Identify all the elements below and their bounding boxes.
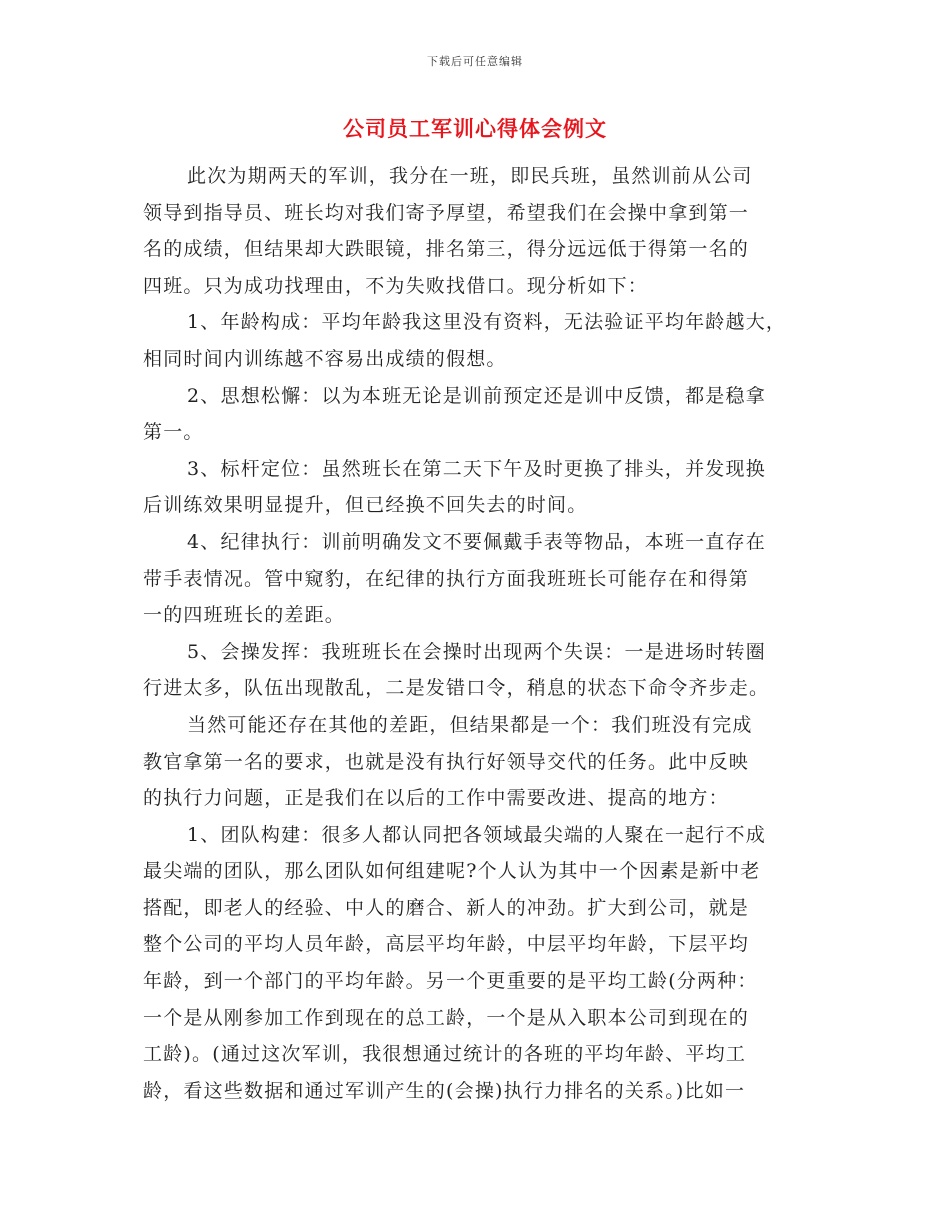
text-line: 1、年龄构成：平均年龄我这里没有资料，无法验证平均年龄越大，	[187, 311, 787, 334]
text-line: 行进太多，队伍出现散乱，二是发错口令，稍息的状态下命令齐步走。	[143, 677, 770, 700]
text-line: 一个是从刚参加工作到现在的总工龄，一个是从入职本公司到现在的	[143, 1006, 750, 1029]
text-line: 4、纪律执行：训前明确发文不要佩戴手表等物品，本班一直存在	[187, 530, 766, 553]
text-line: 最尖端的团队，那么团队如何组建呢?个人认为其中一个因素是新中老	[143, 860, 761, 883]
text-line: 一的四班班长的差距。	[143, 604, 346, 627]
text-line: 四班。只为成功找理由，不为失败找借口。现分析如下：	[143, 274, 649, 297]
text-line: 教官拿第一名的要求，也就是没有执行好领导交代的任务。此中反映	[143, 750, 750, 773]
text-line: 后训练效果明显提升，但已经换不回失去的时间。	[143, 494, 588, 517]
text-line: 此次为期两天的军训，我分在一班，即民兵班，虽然训前从公司	[187, 165, 753, 187]
text-line: 当然可能还存在其他的差距，但结果都是一个：我们班没有完成	[187, 713, 753, 736]
text-line: 名的成绩，但结果却大跌眼镜，排名第三，得分远远低于得第一名的	[143, 238, 750, 261]
text-line: 相同时间内训练越不容易出成绩的假想。	[143, 347, 507, 370]
text-line: 第一。	[143, 421, 204, 444]
text-line: 的执行力问题，正是我们在以后的工作中需要改进、提高的地方：	[143, 787, 729, 810]
text-line: 工龄)。(通过这次军训，我很想通过统计的各班的平均年龄、平均工	[143, 1043, 747, 1066]
document-title: 公司员工军训心得体会例文	[343, 117, 607, 141]
text-line: 龄，看这些数据和通过军训产生的(会操)执行力排名的关系。)比如一	[143, 1079, 746, 1102]
page-header: 下载后可任意编辑	[427, 55, 523, 68]
text-line: 2、思想松懈：以为本班无论是训前预定还是训中反馈，都是稳拿	[187, 384, 766, 407]
text-line: 整个公司的平均人员年龄，高层平均年龄，中层平均年龄，下层平均	[143, 933, 750, 956]
text-line: 带手表情况。管中窥豹，在纪律的执行方面我班班长可能存在和得第	[143, 567, 750, 590]
text-line: 年龄，到一个部门的平均年龄。另一个更重要的是平均工龄(分两种：	[143, 970, 758, 993]
text-line: 5、会操发挥：我班班长在会操时出现两个失误：一是进场时转圈	[187, 640, 766, 663]
text-line: 1、团队构建：很多人都认同把各领域最尖端的人聚在一起行不成	[187, 823, 766, 846]
document-body	[143, 158, 815, 1109]
text-line: 搭配，即老人的经验、中人的磨合、新人的冲劲。扩大到公司，就是	[143, 896, 750, 919]
text-line: 领导到指导员、班长均对我们寄予厚望，希望我们在会操中拿到第一	[143, 201, 750, 224]
text-line: 3、标杆定位：虽然班长在第二天下午及时更换了排头，并发现换	[187, 457, 766, 480]
